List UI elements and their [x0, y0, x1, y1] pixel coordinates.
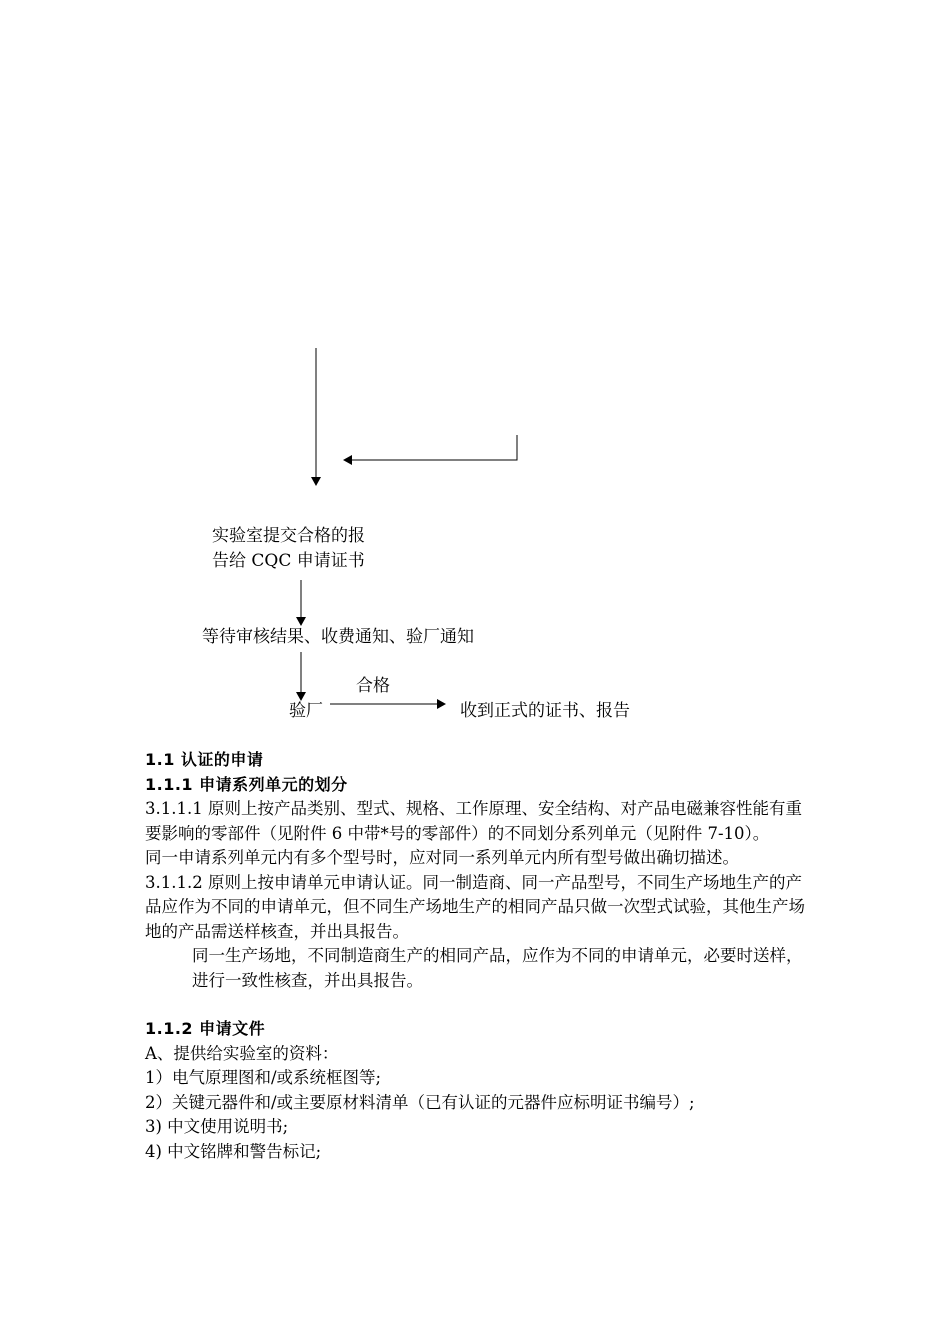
heading-1-1-2: 1.1.2 申请文件 [145, 1019, 266, 1038]
paragraph-multi-model: 同一申请系列单元内有多个型号时，应对同一系列单元内所有型号做出确切描述。 [145, 848, 739, 867]
paragraph-3-1-1-1: 3.1.1.1 原则上按产品类别、型式、规格、工作原理、安全结构、对产品电磁兼容性能有重要影响的零部件（见附件 6 中带*号的零部件）的不同划分系列单元（见附件 7-10）。 [145, 799, 802, 843]
flow-lab-report-line1: 实验室提交合格的报 [212, 526, 365, 546]
heading-1-1-1: 1.1.1 申请系列单元的划分 [145, 774, 348, 794]
heading-1-1: 1.1 认证的申请 [145, 750, 264, 769]
spacer [145, 993, 815, 1017]
arrowhead-left [343, 455, 352, 465]
flow-factory-inspection: 验厂 [289, 701, 323, 721]
document-body [145, 748, 815, 1164]
paragraph-same-site: 同一生产场地，不同制造商生产的相同产品，应作为不同的申请单元，必要时送样，进行一致性核查，并出具报告。 [192, 946, 803, 990]
flow-wait-notice: 等待审核结果、收费通知、验厂通知 [202, 627, 474, 647]
list-item: 1）电气原理图和/或系统框图等; [145, 1068, 382, 1087]
arrowhead-down-1 [311, 477, 321, 486]
flow-result: 收到正式的证书、报告 [460, 701, 630, 721]
paragraph-3-1-1-2: 3.1.1.2 原则上按申请单元申请认证。同一制造商、同一产品型号，不同生产场地生产的产品应作为不同的申请单元，但不同生产场地生产的相同产品只做一次型式试验，其他生产场地的产品需送样核查，并出具报告。 [145, 872, 805, 941]
list-item: 2）关键元器件和/或主要原材料清单（已有认证的元器件应标明证书编号）; [145, 1092, 695, 1112]
flow-pass-label: 合格 [356, 676, 390, 696]
connector-return-loop [352, 435, 517, 460]
flow-lab-report-line2: 告给 CQC 申请证书 [212, 551, 365, 571]
list-item: 3) 中文使用说明书; [145, 1117, 289, 1136]
list-intro: A、提供给实验室的资料： [145, 1043, 339, 1063]
list-item: 4) 中文铭牌和警告标记; [145, 1141, 322, 1161]
arrowhead-right [437, 699, 446, 709]
